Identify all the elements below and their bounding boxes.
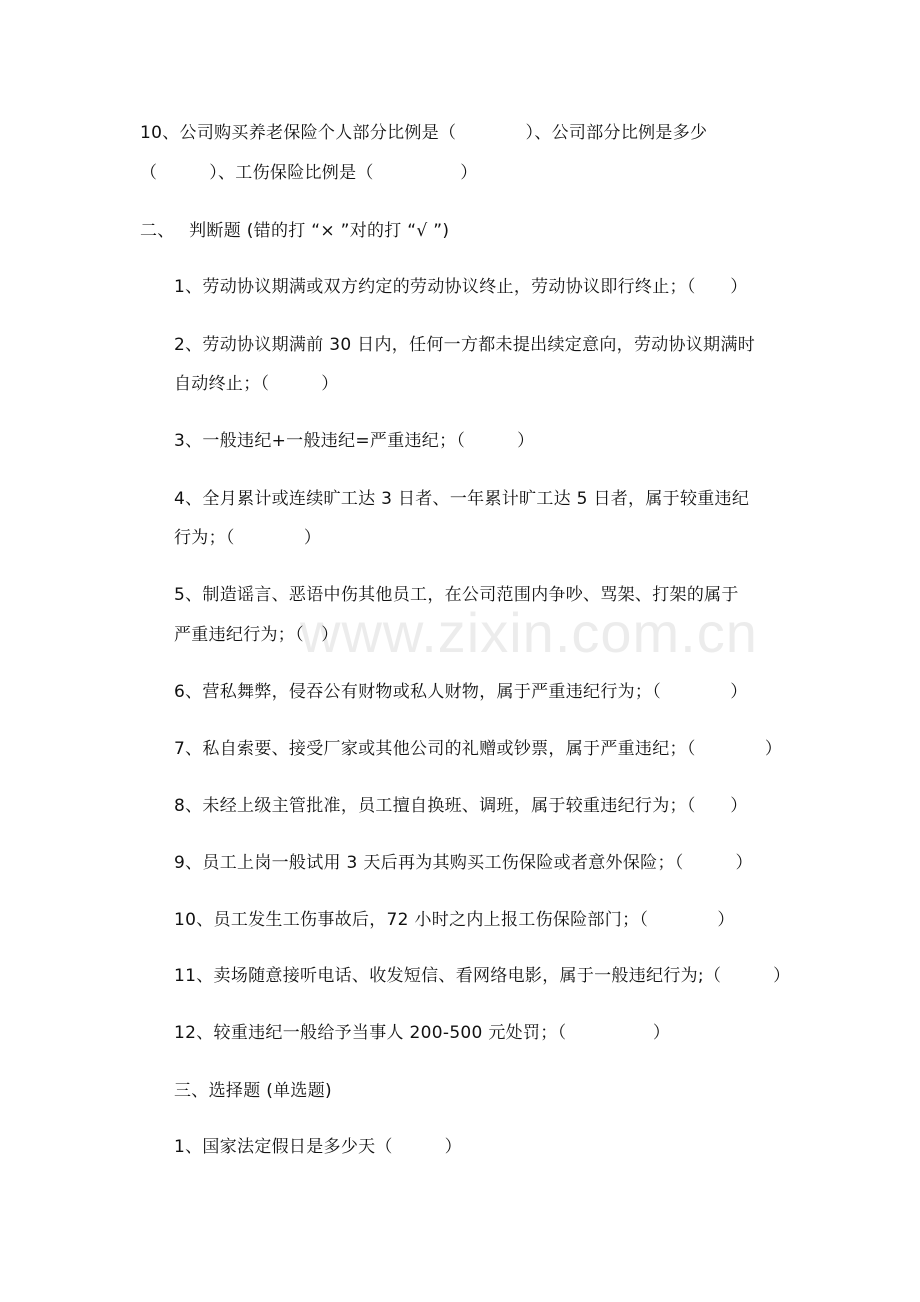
tf-question-1: 1、劳动协议期满或双方约定的劳动协议终止，劳动协议即行终止；（ ） xyxy=(174,277,748,297)
tf-question-4-line-1: 4、全月累计或连续旷工达 3 日者、一年累计旷工达 5 日者，属于较重违纪 xyxy=(174,489,750,509)
tf-question-6: 6、营私舞弊，侵吞公有财物或私人财物，属于严重违纪行为；（ ） xyxy=(174,682,748,702)
tf-question-3: 3、一般违纪+一般违纪=严重违纪；（ ） xyxy=(174,431,535,451)
tf-question-11: 11、卖场随意接听电话、收发短信、看网络电影，属于一般违纪行为;（ ） xyxy=(174,966,791,986)
mc-question-1: 1、国家法定假日是多少天（ ） xyxy=(174,1137,462,1157)
watermark: www.zixin.com.cn xyxy=(300,601,758,664)
tf-question-5-line-1: 5、制造谣言、恶语中伤其他员工，在公司范围内争吵、骂架、打架的属于 xyxy=(174,585,739,605)
tf-question-5-line-2: 严重违纪行为；（ ） xyxy=(174,625,339,645)
question-10-line-1: 10、公司购买养老保险个人部分比例是（ ）、公司部分比例是多少 xyxy=(140,123,708,143)
tf-question-12: 12、较重违纪一般给予当事人 200-500 元处罚；（ ） xyxy=(174,1023,671,1043)
tf-question-10: 10、员工发生工伤事故后，72 小时之内上报工伤保险部门；（ ） xyxy=(174,910,735,930)
tf-question-8: 8、未经上级主管批准，员工擅自换班、调班，属于较重违纪行为；（ ） xyxy=(174,796,748,816)
section-heading-multiple-choice: 三、选择题 (单选题) xyxy=(174,1081,332,1101)
tf-question-4-line-2: 行为；（ ） xyxy=(174,528,322,548)
tf-question-2-line-1: 2、劳动协议期满前 30 日内，任何一方都未提出续定意向，劳动协议期满时 xyxy=(174,335,756,355)
question-10-line-2: （ ）、工伤保险比例是（ ） xyxy=(140,163,478,183)
tf-question-9: 9、员工上岗一般试用 3 天后再为其购买工伤保险或者意外保险；（ ） xyxy=(174,853,753,873)
tf-question-7: 7、私自索要、接受厂家或其他公司的礼赠或钞票，属于严重违纪；（ ） xyxy=(174,739,783,759)
tf-question-2-line-2: 自动终止；（ ） xyxy=(174,374,339,394)
section-heading-true-false: 二、 判断题 (错的打 “× ”对的打 “√ ”) xyxy=(140,221,450,241)
